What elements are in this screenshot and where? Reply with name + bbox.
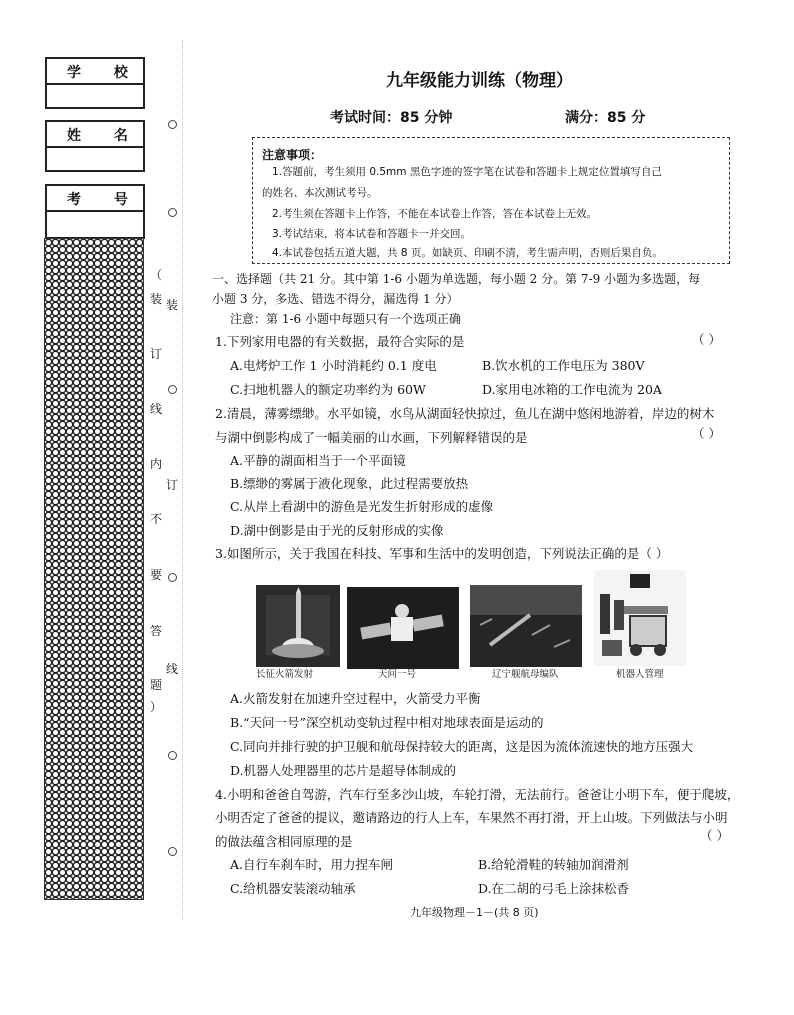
page-title: 九年级能力训练（物理） [386, 71, 573, 91]
exam-id-bubble-grid[interactable] [45, 239, 143, 899]
answer-paren: （ ） [700, 828, 729, 843]
binding-hole [168, 208, 177, 217]
question-2-stem: 2.清晨，薄雾缥缈。水平如镜，水鸟从湖面轻快掠过，鱼儿在湖中悠闲地游着，岸边的树木 [215, 406, 715, 421]
binding-char: ） [150, 700, 163, 714]
option-c: C.给机器安装滚动轴承 [230, 881, 356, 896]
binding-hole [168, 847, 177, 856]
binding-char: 答 [150, 624, 163, 638]
binding-char: 不 [150, 512, 163, 526]
question-4-stem: 小明否定了爸爸的提议，邀请路边的行人上车，车果然不再打滑，开上山坡。下列做法与小明 [215, 810, 728, 825]
binding-char: 要 [150, 568, 163, 582]
option-d: D.机器人处理器里的芯片是超导体制成的 [230, 763, 457, 778]
answer-paren: （ ） [692, 332, 721, 347]
binding-char: 订 [150, 347, 163, 361]
option-b: B.饮水机的工作电压为 380V [482, 358, 645, 373]
option-b: B.给轮滑鞋的转轴加润滑剂 [478, 857, 629, 872]
option-c: C.扫地机器人的额定功率约为 60W [230, 382, 426, 397]
notice-line: 2.考生须在答题卡上作答，不能在本试卷上作答，答在本试卷上无效。 [272, 208, 598, 220]
binding-hole [168, 385, 177, 394]
question-1-stem: 1.下列家用电器的有关数据，最符合实际的是 [215, 334, 465, 349]
binding-char: 内 [150, 457, 163, 471]
option-a: A.电烤炉工作 1 小时消耗约 0.1 度电 [230, 358, 437, 373]
option-c: C.同向并排行驶的护卫舰和航母保持较大的距离，这是因为流体流速快的地方压强大 [230, 739, 694, 754]
option-d: D.湖中倒影是由于光的反射形成的实像 [230, 523, 444, 538]
section-heading: 一、选择题（共 21 分。其中第 1-6 小题为单选题，每小题 2 分。第 7-9 小题为多选题，每 [212, 272, 701, 286]
option-b: B.缥缈的雾属于液化现象，此过程需要放热 [230, 476, 469, 491]
binding-dashed-line [182, 40, 183, 920]
notice-line: 1.答题前，考生须用 0.5mm 黑色字迹的签字笔在试卷和答题卡上规定位置填写自己 [272, 166, 662, 178]
name-label: 姓 名 [67, 128, 128, 144]
full-score: 满分：85 分 [565, 110, 646, 126]
exam-time: 考试时间：85 分钟 [330, 110, 453, 126]
question-2-stem: 与湖中倒影构成了一幅美丽的山水画，下列解释错误的是 [215, 430, 528, 445]
option-a: A.火箭发射在加速升空过程中，火箭受力平衡 [230, 691, 481, 706]
photo-caption: 长征火箭发射 [256, 669, 314, 680]
option-d: D.在二胡的弓毛上涂抹松香 [478, 881, 630, 896]
school-label: 学 校 [67, 65, 128, 81]
exam-id-label: 考 号 [67, 192, 128, 208]
rocket-launch-photo [256, 585, 340, 667]
name-box [45, 120, 145, 172]
photo-caption: 机器人管理 [616, 669, 664, 680]
option-a: A.自行车刹车时，用力捏车闸 [230, 857, 394, 872]
binding-char: 装 [166, 298, 179, 312]
question-3-stem: 3.如图所示，关于我国在科技、军事和生活中的发明创造，下列说法正确的是（ ） [215, 546, 669, 561]
tianwen-spacecraft-photo [347, 587, 459, 669]
carrier-fleet-photo [470, 585, 582, 667]
binding-char: 装 [150, 292, 163, 306]
option-a: A.平静的湖面相当于一个平面镜 [230, 453, 406, 468]
robot-management-photo [594, 570, 686, 666]
binding-char: 线 [166, 662, 179, 676]
option-d: D.家用电冰箱的工作电流为 20A [482, 382, 662, 397]
binding-hole [168, 573, 177, 582]
answer-paren: （ ） [692, 426, 721, 441]
question-4-stem: 的做法蕴含相同原理的是 [215, 834, 353, 849]
photo-caption: 辽宁舰航母编队 [492, 669, 559, 680]
notice-line: 4.本试卷包括五道大题，共 8 页。如缺页、印刷不清，考生需声明，否则后果自负。 [272, 247, 663, 259]
question-4-stem: 4.小明和爸爸自驾游，汽车行至多沙山坡，车轮打滑，无法前行。爸爸让小明下车，便于爬坡， [215, 787, 740, 802]
notice-line: 3.考试结束，将本试卷和答题卡一并交回。 [272, 228, 472, 240]
binding-hole [168, 120, 177, 129]
photo-caption: 天问一号 [378, 669, 417, 680]
notice-heading: 注意事项： [262, 148, 323, 162]
binding-char: 订 [166, 478, 179, 492]
page-footer: 九年级物理－1－(共 8 页) [410, 906, 539, 919]
option-b: B.“天问一号”深空机动变轨过程中相对地球表面是运动的 [230, 715, 544, 730]
exam-id-box [45, 184, 145, 239]
option-c: C.从岸上看湖中的游鱼是光发生折射形成的虚像 [230, 499, 494, 514]
section-heading: 小题 3 分，多选、错选不得分，漏选得 1 分） [212, 292, 459, 306]
section-note: 注意：第 1-6 小题中每题只有一个选项正确 [230, 312, 461, 326]
notice-line: 的姓名、本次测试考号。 [262, 187, 378, 199]
binding-char: 线 [150, 402, 163, 416]
binding-char: （ [150, 268, 163, 282]
school-box [45, 57, 145, 109]
binding-hole [168, 751, 177, 760]
binding-char: 题 [150, 678, 163, 692]
